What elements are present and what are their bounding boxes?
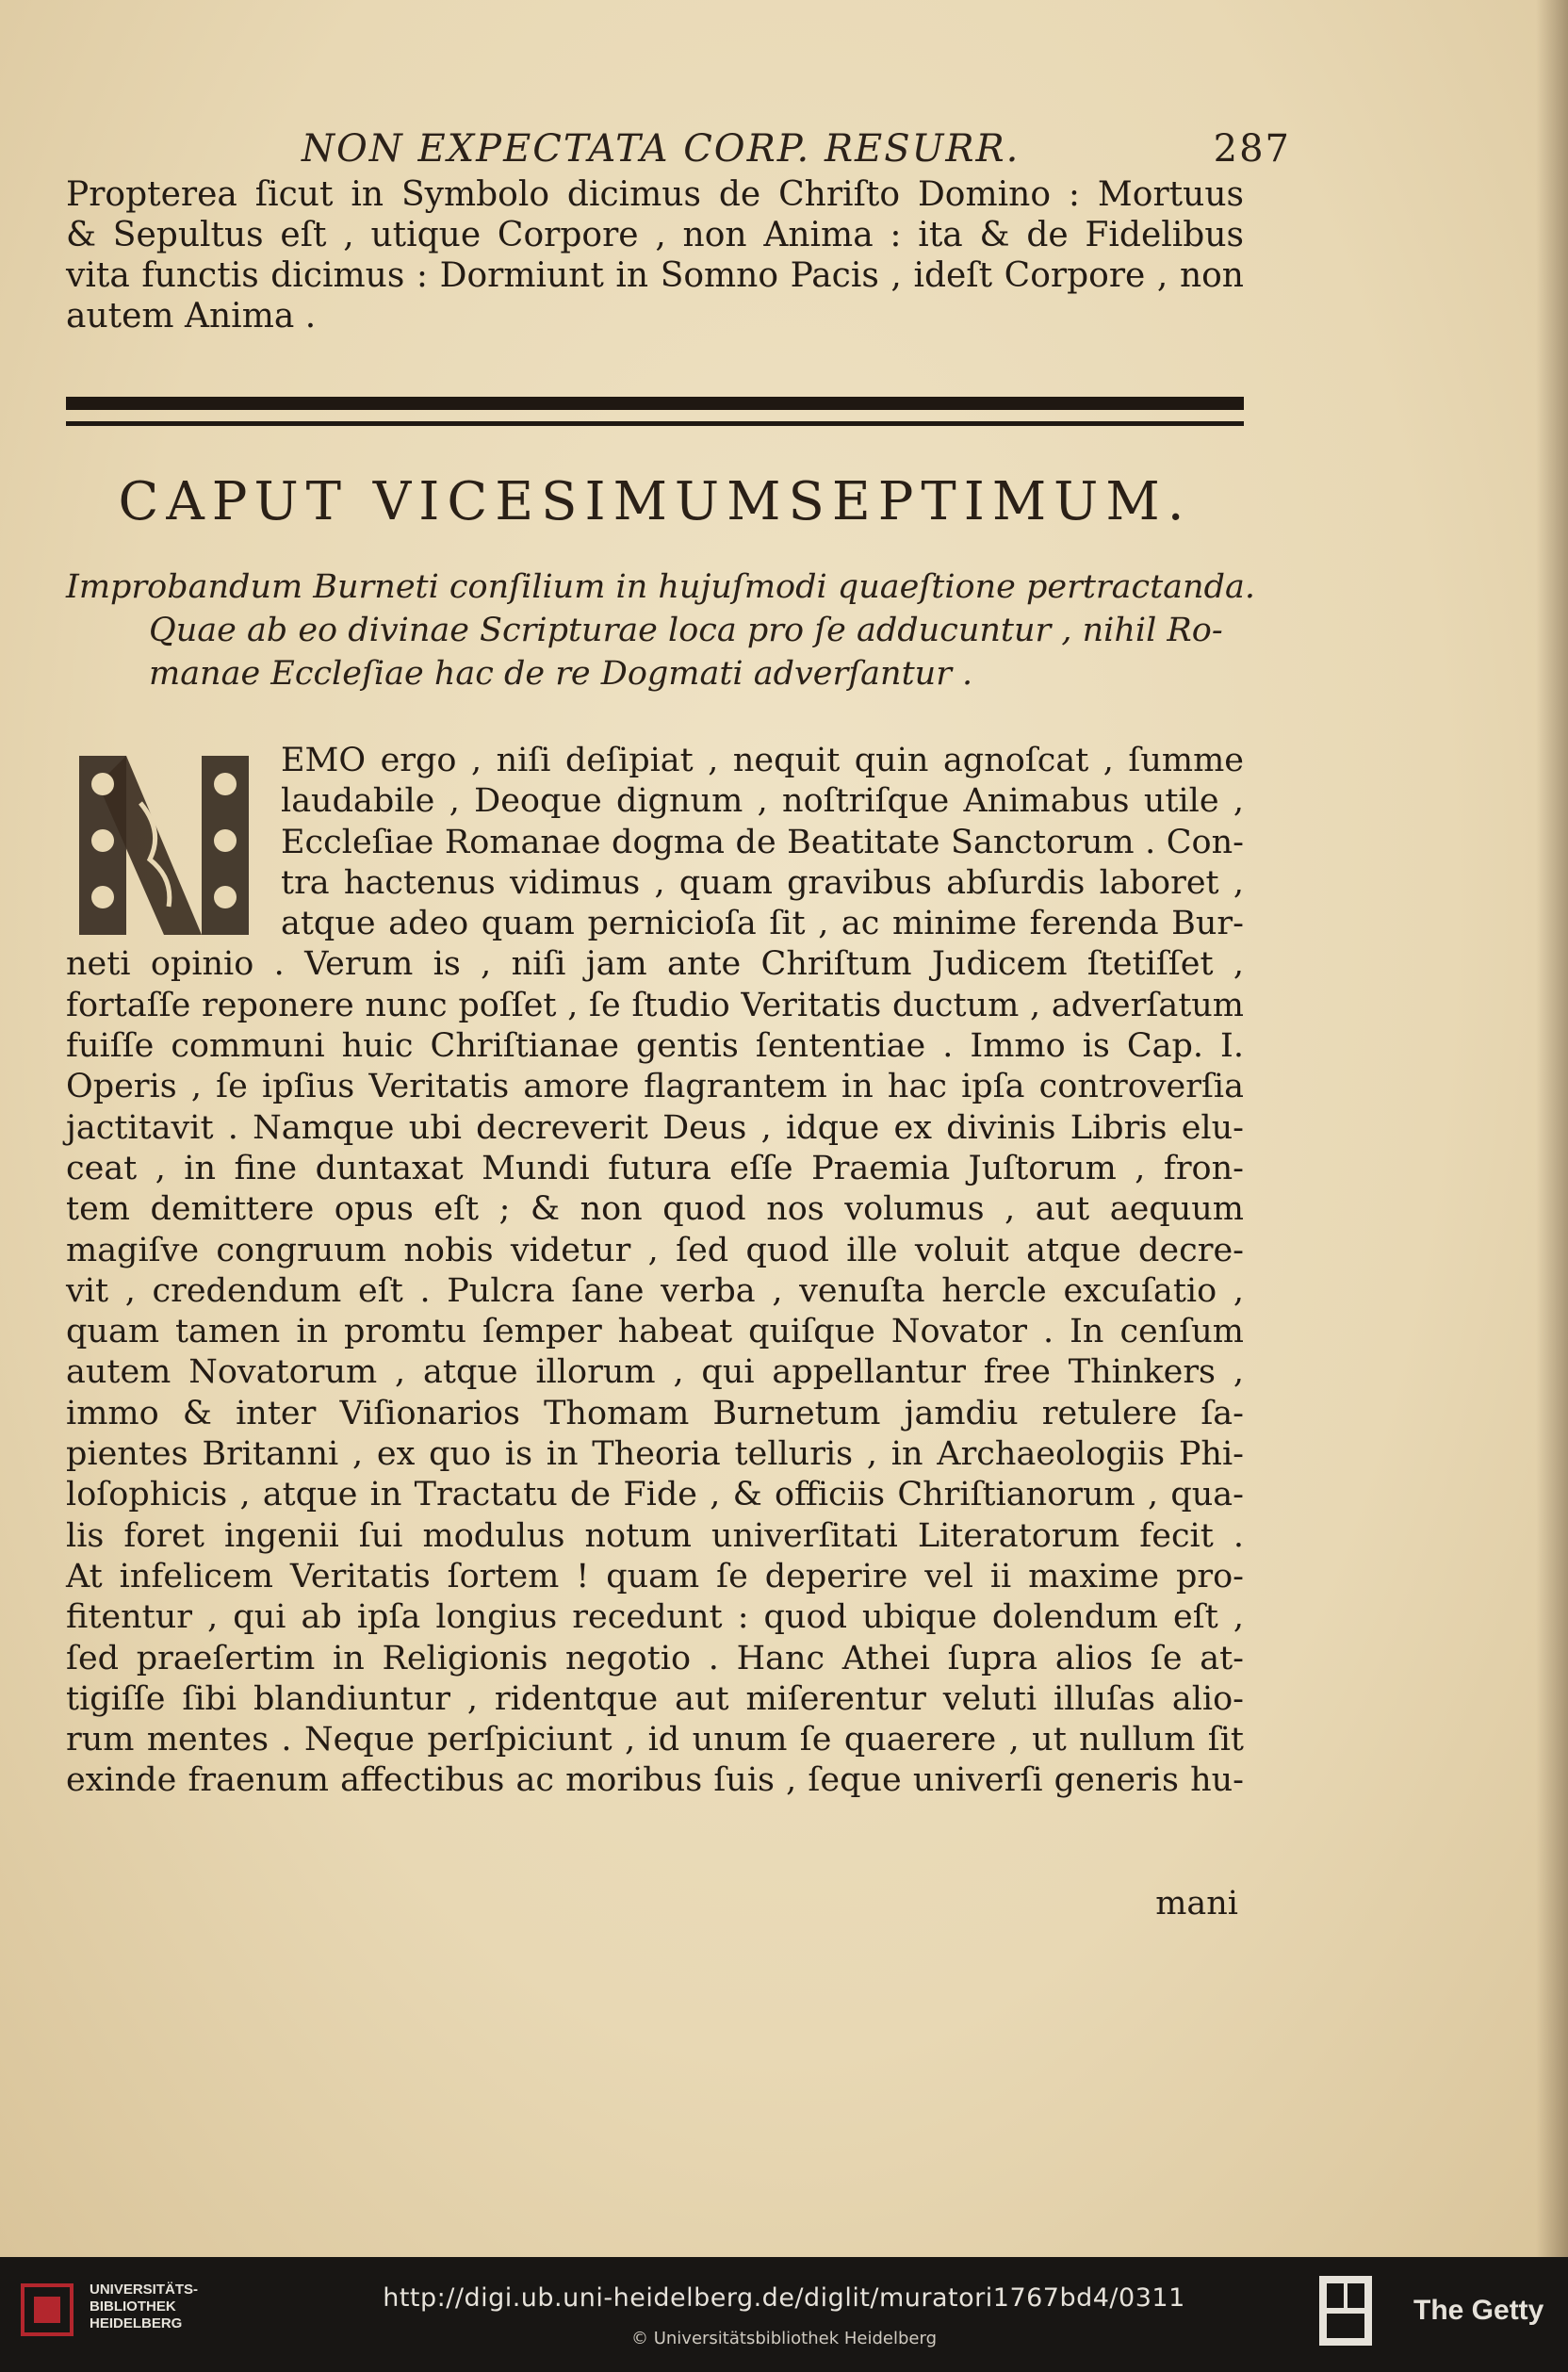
intro-line: vita functis dicimus : Dormiunt in Somno Pacis , ideſt Corpore , non [66, 256, 1244, 295]
body-line: tem demittere opus eſt ; & non quod nos volumus , aut aequum [66, 1190, 1244, 1229]
body-line: laudabile , Deoque dignum , noſtriſque Animabus utile , [281, 782, 1244, 821]
body-line: pientes Britanni , ex quo is in Theoria telluris , in Archaeologiis Phi- [66, 1435, 1244, 1474]
body-line: lis foret ingenii ſui modulus notum univerſitati Literatorum fecit . [66, 1516, 1244, 1555]
divider-thin-line [66, 421, 1244, 426]
argument-line: manae Eccleſiae hac de re Dogmati adverſantur . [149, 655, 973, 693]
library-name-line: HEIDELBERG [90, 2315, 183, 2331]
library-name-line: UNIVERSITÄTS- [90, 2282, 199, 2298]
catchword: mani [1155, 1885, 1238, 1922]
permalink-url[interactable]: http://digi.ub.uni-heidelberg.de/diglit/muratori1767bd4/0311 [383, 2283, 1185, 2313]
intro-paragraph [66, 174, 1244, 336]
intro-line: & Sepultus eſt , utique Corpore , non Anima : ita & de Fidelibus [66, 216, 1244, 254]
argument-line: Improbandum Burneti conſilium in hujuſmodi quaeſtione pertractanda. [66, 568, 1255, 606]
body-line: magiſve congruum nobis videtur , ſed quod ille voluit atque decre- [66, 1231, 1244, 1269]
body-line: vit , credendum eſt . Pulcra ſane verba , venuſta hercle excuſatio , [66, 1271, 1244, 1310]
body-line: Eccleſiae Romanae dogma de Beatitate Sanctorum . Con- [281, 823, 1244, 861]
body-line: ceat , in fine duntaxat Mundi futura eſſe Praemia Juſtorum , fron- [66, 1149, 1244, 1187]
body-line: fuiſſe communi huic Chriſtianae gentis ſententiae . Immo is Cap. I. [66, 1027, 1244, 1066]
body-line: rum mentes . Neque perſpiciunt , id unum ſe quaerere , ut nullum ſit [66, 1721, 1244, 1759]
body-line: atque adeo quam pernicioſa ſit , ac minime ferenda Bur- [281, 905, 1244, 943]
body-line: fortaſſe reponere nunc poſſet , ſe ſtudio Veritatis ductum , adverſatum [66, 986, 1244, 1024]
chapter-title: CAPUT VICESIMUMSEPTIMUM. [118, 471, 1192, 532]
body-line: ſed praeſertim in Religionis negotio . Hanc Athei ſupra alios ſe at- [66, 1639, 1244, 1677]
getty-logo-icon [1319, 2276, 1372, 2346]
main-paragraph [66, 741, 1244, 1802]
copyright-notice: © Universitätsbibliothek Heidelberg [630, 2329, 937, 2348]
body-line: Operis , ſe ipſius Veritatis amore flagrantem in hac ipſa controverſia [66, 1068, 1244, 1106]
intro-line: autem Anima . [66, 297, 317, 335]
body-line: quam tamen in promtu ſemper habeat quiſque Novator . In cenſum [66, 1313, 1244, 1351]
body-line: fitentur , qui ab ipſa longius recedunt : quod ubique dolendum eſt , [66, 1598, 1244, 1637]
viewer-footer [0, 2257, 1568, 2372]
running-header [302, 127, 1291, 174]
section-divider-rule [66, 391, 1244, 436]
chapter-argument [66, 565, 1255, 695]
body-line: tra hactenus vidimus , quam gravibus abſurdis laboret , [281, 863, 1244, 902]
body-line: loſophicis , atque in Tractatu de Fide , & officiis Chriſtianorum , qua- [66, 1476, 1244, 1514]
body-line: EMO ergo , niſi deſipiat , nequit quin agnoſcat , ſumme [281, 742, 1244, 779]
body-line: immo & inter Viſionarios Thomam Burnetum jamdiu retulere ſa- [66, 1394, 1244, 1432]
page-number: 287 [1213, 127, 1291, 171]
running-title: NON EXPECTATA CORP. RESURR. [302, 127, 1021, 171]
body-line: jactitavit . Namque ubi decreverit Deus , idque ex divinis Libris elu- [66, 1108, 1244, 1147]
partner-name: The Getty [1413, 2295, 1544, 2326]
body-line: autem Novatorum , atque illorum , qui appellantur free Thinkers , [66, 1353, 1244, 1392]
body-line: exinde fraenum affectibus ac moribus ſuis , ſeque univerſi generis hu- [66, 1761, 1244, 1800]
body-line: neti opinio . Verum is , niſi jam ante Chriſtum Judicem ſtetiſſet , [66, 945, 1244, 984]
intro-line: Propterea ſicut in Symbolo dicimus de Chriſto Domino : Mortuus [66, 175, 1244, 214]
library-name-line: BIBLIOTHEK [90, 2298, 176, 2315]
body-line: At infelicem Veritatis ſortem ! quam ſe deperire vel ii maxime pro- [66, 1557, 1244, 1595]
divider-thick-line [66, 397, 1244, 410]
body-line: tigiſſe ſibi blandiuntur , ridentque aut miſerentur veluti illuſas alio- [66, 1679, 1244, 1718]
argument-line: Quae ab eo divinae Scripturae loca pro ſe adducuntur , nihil Ro- [149, 612, 1223, 649]
